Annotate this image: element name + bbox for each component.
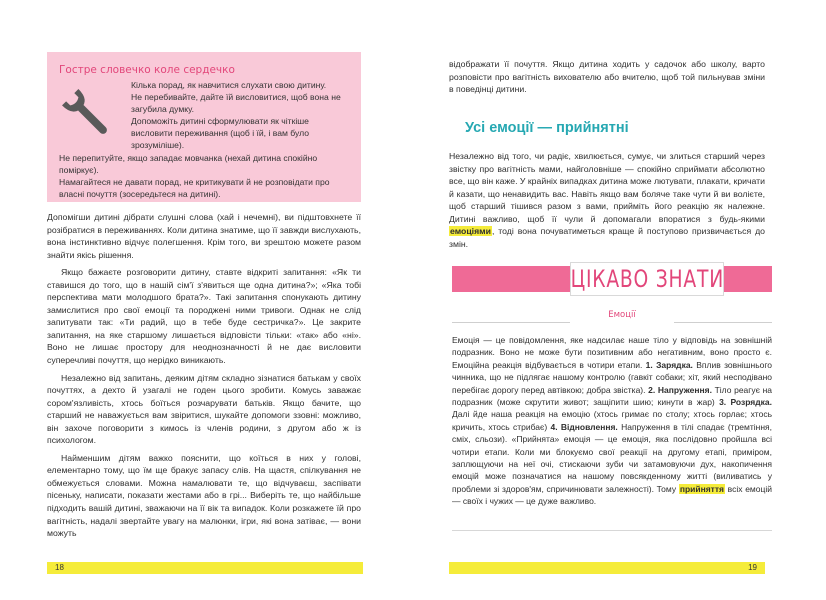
text-run: Емоція — це повідомлення, яке надсилає наше тіло у відповідь на зовнішній подразник. Воно не може бути позитивним або негативним, воно просто є. Емоційна реакція відбувається в чотири етапи. <box>452 335 772 370</box>
step-label: 4. Відновлення. <box>550 421 618 432</box>
step-label: 3. Розрядка. <box>719 397 772 408</box>
tip-line: Не перепитуйте, якщо западає мовчанка (нехай дитина спокійно поміркує). <box>59 152 318 175</box>
banner-rule-right <box>674 322 772 323</box>
step-label: 2. Напруження. <box>648 384 712 395</box>
banner-title: ЦІКАВО ЗНАТИ <box>570 265 724 293</box>
text-run: Далі йде наша реакція на емоцію (хтось гримає по столу; хтось горлає; хтось кричить, хтось стрибає) <box>452 409 772 432</box>
tip-line: Не перебивайте, дайте їй висловитися, щоб вона не загубила думку. <box>131 92 341 115</box>
text-run: Вплив зовнішнього чинника, що не підлягає нашому контролю (гавкіт собаки; хіт, який несподівано перебігає дорогу перед автівкою; добра звістка). <box>452 359 772 395</box>
banner-rule-left <box>452 322 570 323</box>
paragraph: Допомігши дитині дібрати слушні слова (хай і нечемні), ви підштовхнете її розібратися в переживаннях. Коли дитина знатиме, що її завжди вислухають, вона інстинктивно відчує полегшення. Крім того, ви зрештою можете разом знайти якісь рішення. <box>47 212 361 260</box>
text-run: Незалежно від того, чи радіє, хвилюється, сумує, чи злиться старший через звістку про вагітність мами, найголовніше — спокійно сприймати абсолютно все, що він каже. У крайніх випадках дитина може лютувати, плакати, кричати й казати, що ненавидить вас. Навіть якщо вам боляче таке чути й ви волієте, щоб старший тішився разом з вами, прийміть його реакцію як належне. Дитині важливо, щоб її чули й допомагали впоратися з будь-якими <box>449 151 765 224</box>
banner-label <box>570 262 724 296</box>
text-run: всіх емоцій — своїх і чужих — це дуже важливо. <box>452 483 772 507</box>
info-box-text <box>452 334 772 508</box>
highlighted-word: емоціями <box>450 226 491 237</box>
step-label: 1. Зарядка. <box>645 359 693 370</box>
paragraph: Незалежно від запитань, деяким дітям складно зізнатися батькам у своїх почуттях, а дехто й узагалі не годен цього зробити. Комусь заважає сором'язливість, хтось боїться розчарувати батьків. Якщо бачите, що старший не наважується вам звіритися, шукайте допомоги ззовні: можливо, він захоче поговорити з кимось із членів родини, з другом або ж із психологом. <box>47 372 361 446</box>
banner-subtitle: Емоції <box>608 310 636 320</box>
highlighted-word: прийняття <box>679 483 724 494</box>
info-box-divider <box>452 530 772 531</box>
tip-box <box>47 52 361 202</box>
tip-title: Гостре словечко коле сердечко <box>59 64 235 76</box>
section-heading: Усі емоції — прийнятні <box>465 120 629 136</box>
tip-line: Кілька порад, як навчитися слухати свою дитину. <box>131 80 327 90</box>
text-run: Тіло реагує на подразник (може скрутити живот; защіпити шию; кинути в жар) <box>452 384 773 408</box>
paragraph: Якщо бажаєте розговорити дитину, ставте відкриті запитання: «Як ти ставишся до того, що в нашій сім'ї з'явиться ще одна дитина?»; «Яка тобі перспектива мати молодшого брата?». Такі запитання спонукають дитину замислитися про свої емоції та породжені ними тривоги. Однак не слід запитувати так: «Ти радий, що в тебе буде сестричка?». Це закрите запитання, на яке старшому лишається відповісти тільки: «так» або «ні». Воно не лишає простору для неоднозначності й не дає висловити суперечливі почуття, що нерідко виникають. <box>47 267 361 366</box>
tip-line: Допоможіть дитині сформулювати як чіткіше висловити переживання (щоб і їй, і вам було зрозуміліше). <box>131 116 310 151</box>
page-number: 18 <box>55 563 64 572</box>
footer-bar-left <box>47 562 363 574</box>
info-box-parts <box>452 335 772 494</box>
footer-bar-right <box>449 562 765 574</box>
right-mid-text <box>449 150 765 250</box>
page-number: 19 <box>748 563 757 572</box>
tip-line: Намагайтеся не давати порад, не критикувати й не розповідати про власні почуття (зосередьтеся на дитині). <box>59 176 330 199</box>
banner <box>452 266 772 292</box>
right-top-text: відображати її почуття. Якщо дитина ходить у садочок або школу, варто розповісти про вагітність вихователю або вчителю, щоб той пильнував зміни в поведінці дитини. <box>449 59 765 95</box>
left-body-text <box>47 211 361 540</box>
text-run: Напруження в тілі спадає (тремтіння, сміх, сльози). «Прийнята» емоція — це емоція, яка послідовно пройшла всі чотири етапи. Коли ми блокуємо свої реакції на другому етапі, примірoм, заплющуючи на неї очі, стискаючи зуби чи затамовуючи дух, накопичення емоцій може позначатися на нашому повсякденному житті (виливатись у проблеми зі здоров'ям, спричинювати залежності). Тому <box>452 421 772 494</box>
text-run: , тоді вона почуватиметься краще й поступово призвичається до змін. <box>449 226 765 249</box>
paragraph: Найменшим дітям важко пояснити, що коїться в них у голові, елементарно тому, що їм ще бракує запасу слів. На щастя, спілкування не обмежується словами. Можна намалювати те, що відчуваєш, заспівати пісеньку, написати, показати жестами або в грі... Виберіть те, що найбільше підходить вашій дитині, зважаючи на її вік та випадок. Коли розкажете їй про вагітність, надалі звертайте увагу на малюнки, ігри, які вона затіває, — вони можуть <box>47 452 361 539</box>
tip-text <box>47 79 361 200</box>
